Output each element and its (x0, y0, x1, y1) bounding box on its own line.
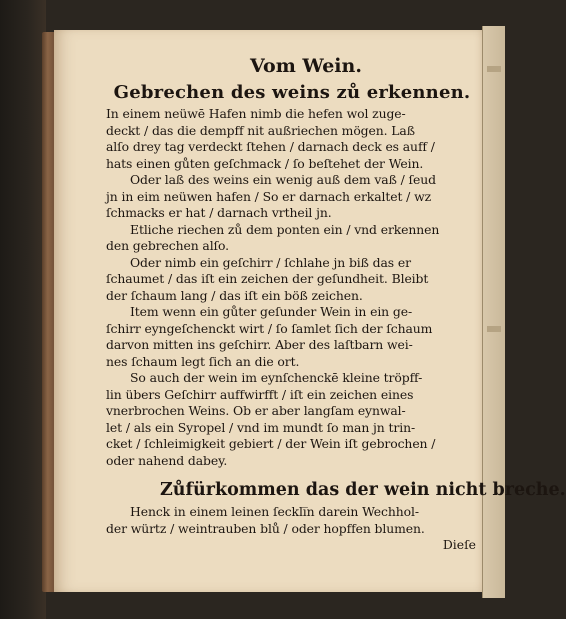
section-heading: Gebrechen des weins zů erkennen. (113, 82, 471, 103)
text-line: alſo drey tag verdeckt ſtehen / darnach deck es auff / (106, 139, 435, 154)
text-line: ſchmacks er hat / darnach vrtheil jn. (106, 205, 332, 220)
text-line: den gebrechen alſo. (106, 238, 230, 253)
text-line: Oder nimb ein geſchirr / ſchlahe jn biß das er (130, 254, 411, 270)
running-head: Vom Wein. (250, 55, 362, 77)
text-line: deckt / das die dempff nit außriechen mögen. Laß (106, 122, 415, 138)
subsection-heading: Zůfürkommen das der wein nicht breche. (160, 480, 566, 500)
page-text (106, 52, 566, 554)
text-line: Henck in einem leinen ſeckli̅n darein Wechhol- (130, 504, 419, 519)
text-line: In einem neüwē Hafen nimb die hefen wol zuge- (106, 106, 406, 121)
book-cover-edge (0, 0, 46, 619)
text-line: der würtz / weintrauben blů / oder hopffen blumen. (106, 520, 425, 536)
text-line: ſchirr eyngeſchenckt wirt / ſo ſamlet ſich der ſchaum (106, 320, 433, 336)
text-line: der ſchaum lang / das iſt ein böß zeichen. (106, 287, 363, 303)
paragraph (106, 370, 478, 469)
paragraph (106, 222, 478, 255)
paragraph (106, 504, 478, 537)
text-line: darvon mitten ins geſchirr. Aber des laſtbarn wei- (106, 337, 413, 352)
paragraph (106, 106, 478, 172)
text-line: Item wenn ein gůter geſunder Wein in ein ge- (130, 304, 413, 319)
paragraph (106, 172, 478, 222)
text-line: nes ſchaum legt ſich an die ort. (106, 353, 300, 369)
text-line: ſchaumet / das iſt ein zeichen der geſundheit. Bleibt (106, 271, 429, 286)
text-line: Oder laß des weins ein wenig auß dem vaß / ſeud (130, 172, 436, 187)
paragraph (106, 304, 478, 370)
text-line: lin übers Geſchirr auffwirfft / iſt ein zeichen eines (106, 386, 414, 402)
paragraph (106, 255, 478, 305)
page-edge-mark (487, 326, 501, 332)
text-line: So auch der wein im eynſchenckē kleine tröpff- (130, 370, 423, 385)
text-line: Etliche riechen zů dem ponten ein / vnd erkennen (130, 221, 440, 237)
catchword: Dieſe (442, 537, 476, 552)
text-line: oder nahend dabey. (106, 452, 228, 468)
text-line: cket / ſchleimigkeit gebiert / der Wein iſt gebrochen / (106, 436, 436, 451)
facing-page-edge (482, 26, 505, 598)
page-edge-mark (487, 66, 501, 72)
text-line: hats einen gůten geſchmack / ſo beſtehet der Wein. (106, 155, 424, 171)
text-line: jn in eim neüwen hafen / So er darnach erkaltet / wz (106, 188, 432, 204)
text-line: vnerbrochen Weins. Ob er aber langſam eynwal- (106, 403, 406, 418)
text-line: let / als ein Syropel / vnd im mundt ſo man jn trin- (106, 419, 416, 435)
